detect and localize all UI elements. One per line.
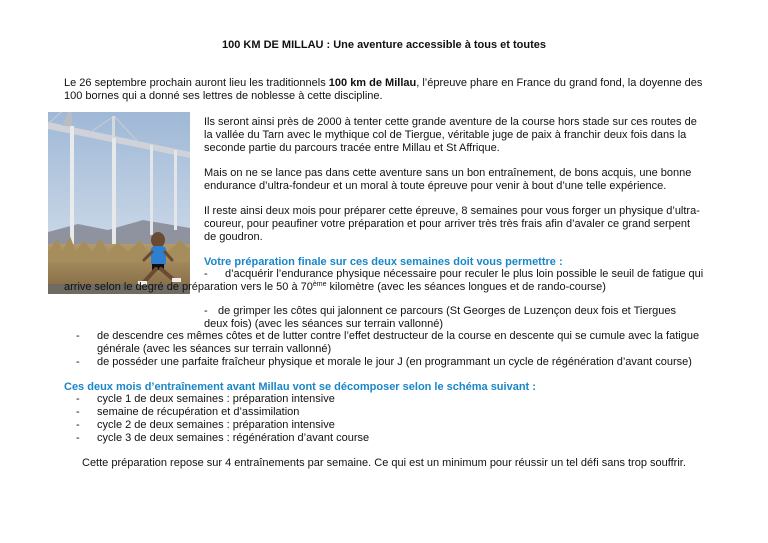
page-title: 100 KM DE MILLAU : Une aventure accessible à tous et toutes bbox=[222, 39, 546, 51]
bullet-dash: - bbox=[204, 305, 208, 317]
intro-text-end: , l’épreuve phare en France du grand fond, la doyenne des 100 bornes qui a donné ses lettres de noblesse à cette discipline. bbox=[64, 77, 703, 102]
intro-text: Le 26 septembre prochain auront lieu les traditionnels bbox=[64, 77, 329, 89]
bullet-dash: - bbox=[76, 432, 80, 444]
paragraph-training: Mais on ne se lance pas dans cette aventure sans un bon entraînement, de bons acquis, une bonne endurance d’ultra-fondeur et un moral à toute épreuve pour venir à bout d’une telle expérience. bbox=[204, 167, 692, 192]
conclusion-paragraph: Cette préparation repose sur 4 entraînements par semaine. Ce qui est un minimum pour réussir un tel défi sans trop souffrir. bbox=[82, 457, 686, 469]
section1-heading: Votre préparation finale sur ces deux semaines doit vous permettre : bbox=[204, 256, 563, 268]
section1-item-climb: de grimper les côtes qui jalonnent ce parcours (St Georges de Luzençon deux fois et Tiergues deux fois) (avec les séances sur terrain vallonné) bbox=[204, 305, 676, 330]
intro-bold: 100 km de Millau bbox=[328, 77, 417, 89]
section2-item: cycle 2 de deux semaines : préparation intensive bbox=[97, 419, 335, 431]
bullet-dash: - bbox=[76, 330, 80, 342]
bullet-dash: - bbox=[76, 356, 80, 368]
section1-item-freshness: de posséder une parfaite fraîcheur physique et morale le jour J (en programmant un cycle de régénération d’avant course) bbox=[97, 356, 692, 368]
intro-paragraph bbox=[64, 77, 704, 103]
item1-text: d’acquérir l’endurance physique nécessaire pour reculer le plus loin possible le seuil de fatigue qui arrive selon le degré de préparation vers le 50 à 70 bbox=[64, 268, 704, 293]
bullet-dash: - bbox=[76, 393, 80, 405]
section2-item: semaine de récupération et d’assimilation bbox=[97, 406, 300, 418]
section2-heading: Ces deux mois d’entraînement avant Millau vont se décomposer selon le schéma suivant : bbox=[64, 381, 536, 393]
item1-text-end: kilomètre (avec les séances longues et de rando-course) bbox=[326, 281, 606, 293]
paragraph-participants: Ils seront ainsi près de 2000 à tenter cette grande aventure de la course hors stade sur ces routes de la vallée du Tarn avec le mythique col de Tiergue, véritable juge de paix à franchir deux fois dans la seconde partie du parcours tracée entre Millau et St Affrique. bbox=[204, 116, 697, 154]
section2-item: cycle 3 de deux semaines : régénération d’avant course bbox=[97, 432, 370, 444]
bullet-dash: - bbox=[204, 268, 208, 280]
item1-superscript: ème bbox=[312, 281, 327, 288]
section1-item-descend: de descendre ces mêmes côtes et de lutter contre l’effet destructeur de la course en descente qui se cumule avec la fatigue générale (avec les séances sur terrain vallonné) bbox=[97, 330, 700, 355]
bullet-dash: - bbox=[76, 419, 80, 431]
bullet-dash: - bbox=[76, 406, 80, 418]
millau-viaduct-runner-photo bbox=[48, 112, 190, 294]
section2-item: cycle 1 de deux semaines : préparation intensive bbox=[97, 393, 335, 405]
paragraph-two-months: Il reste ainsi deux mois pour préparer cette épreuve, 8 semaines pour vous forger un physique d’ultra-coureur, pour peaufiner votre préparation et pour arriver très très frais afin d’avaler ce grand serpent de goudron. bbox=[204, 205, 700, 243]
section1-item-endurance bbox=[64, 268, 704, 294]
